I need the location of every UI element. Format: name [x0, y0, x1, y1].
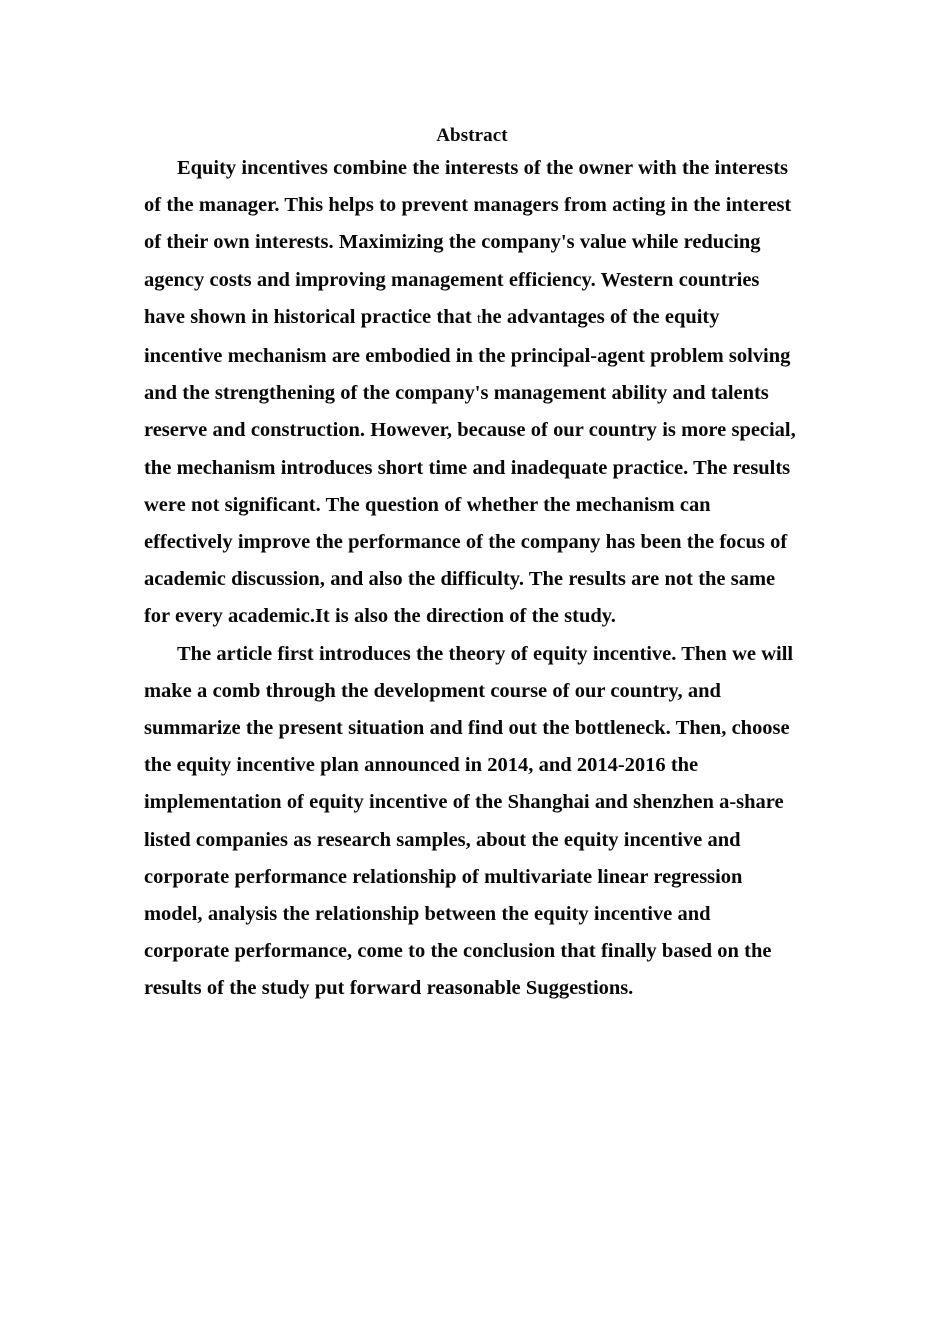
page-title: Abstract	[436, 125, 508, 146]
text-run: he advantages of the equity incentive mechanism are embodied in the principal-agent problem solving and the strengthening of the company's management ability and talents reserve and construction. However, because of our country is more special, the mechanism introduces short time and inadequate practice. The results were not significant. The question of whether the mechanism can effectively improve the performance of the company has been the focus of academic discussion, and also the difficulty. The results are not the same for every academic.It is also the direction of the study.	[144, 305, 796, 628]
text-run: The article first introduces the theory of equity incentive. Then we will make a comb through the development course of our country, and summarize the present situation and find out the bottleneck. Then, choose the equity incentive plan announced in 2014, and 2014-2016 the implementation of equity incentive of the Shanghai and shenzhen a-share listed companies as research samples, about the equity incentive and corporate performance relationship of multivariate linear regression model, analysis the relationship between the equity incentive and corporate performance, come to the conclusion that finally based on the results of the study put forward reasonable Suggestions.	[144, 642, 794, 1000]
abstract-body	[144, 150, 800, 1008]
abstract-paragraph-2	[144, 636, 800, 1008]
abstract-section	[144, 122, 800, 1008]
abstract-paragraph-1	[144, 150, 800, 636]
text-run: Equity incentives combine the interests of the owner with the interests of the manager. This helps to prevent managers from acting in the interest of their own interests. Maximizing the company's value while reducing agency costs and improving management efficiency. Western countries have shown in historical practice that	[144, 157, 792, 328]
inline-small-glyph: t	[476, 310, 482, 327]
